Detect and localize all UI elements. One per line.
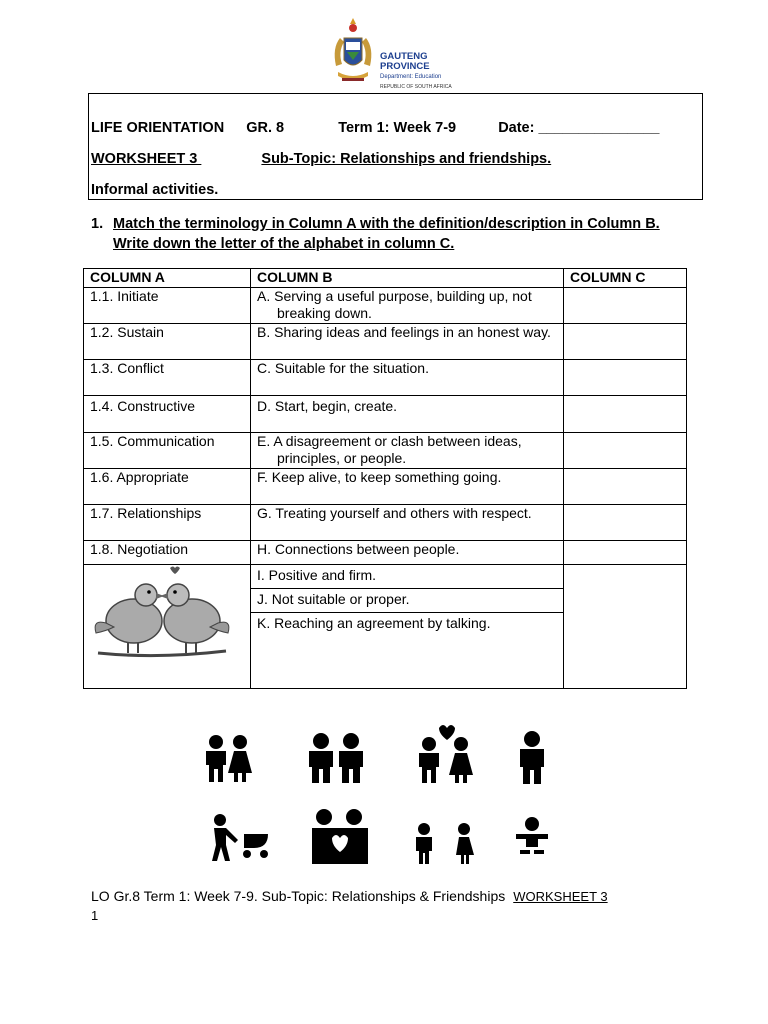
page-footer: [91, 888, 608, 904]
family-icons: [200, 720, 570, 870]
person-icon: [520, 731, 544, 784]
subject-label: LIFE ORIENTATION: [91, 120, 225, 136]
definition-cell: B. Sharing ideas and feelings in an honest way.: [251, 324, 564, 360]
header-row-2: [91, 151, 551, 167]
table-header-row: [84, 269, 687, 288]
table-row: [84, 360, 687, 396]
definition-cell: [251, 433, 564, 469]
definition-line: E. A disagreement or clash between ideas,: [257, 433, 522, 449]
informal-label: Informal activities.: [91, 182, 219, 198]
table-row: [84, 541, 687, 565]
gauteng-logo: [328, 16, 458, 88]
definition-cell: H. Connections between people.: [251, 541, 564, 565]
definition-cell: I. Positive and firm.: [251, 565, 564, 589]
column-a-header: COLUMN A: [84, 269, 251, 288]
two-children-icon: [416, 823, 474, 864]
definition-cell: [251, 288, 564, 324]
term-cell: 1.1. Initiate: [84, 288, 251, 324]
term-cell: 1.4. Constructive: [84, 396, 251, 433]
column-c-header: COLUMN C: [564, 269, 687, 288]
definition-cell: G. Treating yourself and others with respect.: [251, 505, 564, 541]
definition-line: principles, or people.: [277, 450, 407, 466]
grade-label: GR. 8: [246, 120, 285, 136]
header-row-1: [91, 120, 659, 136]
subtopic-label: Sub-Topic: Relationships and friendships.: [261, 151, 552, 167]
footer-text: LO Gr.8 Term 1: Week 7-9. Sub-Topic: Relationships & Friendships: [91, 888, 506, 904]
heart-couple-icon: [312, 809, 368, 864]
worksheet-header: [88, 93, 703, 200]
answer-cell[interactable]: [564, 324, 687, 360]
definition-cell: F. Keep alive, to keep something going.: [251, 469, 564, 505]
term-cell: 1.5. Communication: [84, 433, 251, 469]
answer-cell[interactable]: [564, 565, 687, 689]
term-cell: 1.2. Sustain: [84, 324, 251, 360]
term-cell: 1.7. Relationships: [84, 505, 251, 541]
coat-of-arms-icon: [328, 16, 378, 88]
answer-cell[interactable]: [564, 541, 687, 565]
heart-icon: [170, 567, 180, 575]
term-cell: 1.6. Appropriate: [84, 469, 251, 505]
country-name: REPUBLIC OF SOUTH AFRICA: [380, 84, 452, 90]
table-row: [84, 469, 687, 505]
table-row: [84, 433, 687, 469]
definition-cell: J. Not suitable or proper.: [251, 589, 564, 613]
date-field: Date: _______________: [498, 120, 660, 136]
answer-cell[interactable]: [564, 433, 687, 469]
table-row: [84, 505, 687, 541]
column-b-header: COLUMN B: [251, 269, 564, 288]
answer-cell[interactable]: [564, 288, 687, 324]
answer-cell[interactable]: [564, 469, 687, 505]
definition-line: A. Serving a useful purpose, building up, not: [257, 288, 532, 304]
logo-text: [380, 52, 458, 92]
definition-cell: K. Reaching an agreement by talking.: [251, 613, 564, 689]
term-label: Term 1: Week 7-9: [338, 120, 457, 136]
answer-cell[interactable]: [564, 505, 687, 541]
couple-with-heart-icon: [419, 725, 473, 783]
question-1: [91, 214, 681, 254]
parent-with-stroller-icon: [212, 814, 268, 861]
page-number: 1: [91, 908, 99, 923]
department-name: Department: Education: [380, 74, 442, 80]
table-row: [84, 288, 687, 324]
two-men-icon: [309, 733, 363, 783]
worksheet-label: WORKSHEET 3: [91, 151, 202, 167]
couple-icon: [206, 735, 252, 782]
question-text: Match the terminology in Column A with the definition/description in Column B. Write down the letter of the alphabet in column C.: [113, 216, 660, 252]
table-row: [84, 324, 687, 360]
footer-worksheet: WORKSHEET 3: [513, 889, 608, 904]
answer-cell[interactable]: [564, 396, 687, 433]
term-cell: 1.3. Conflict: [84, 360, 251, 396]
question-number: 1.: [91, 216, 104, 232]
definition-line: breaking down.: [277, 305, 372, 321]
term-cell: 1.8. Negotiation: [84, 541, 251, 565]
definition-cell: D. Start, begin, create.: [251, 396, 564, 433]
definition-cell: C. Suitable for the situation.: [251, 360, 564, 396]
table-row: [84, 396, 687, 433]
lovebirds-illustration: [88, 565, 236, 665]
province-name: GAUTENG PROVINCE: [380, 51, 430, 72]
answer-cell[interactable]: [564, 360, 687, 396]
baby-icon: [516, 817, 548, 854]
